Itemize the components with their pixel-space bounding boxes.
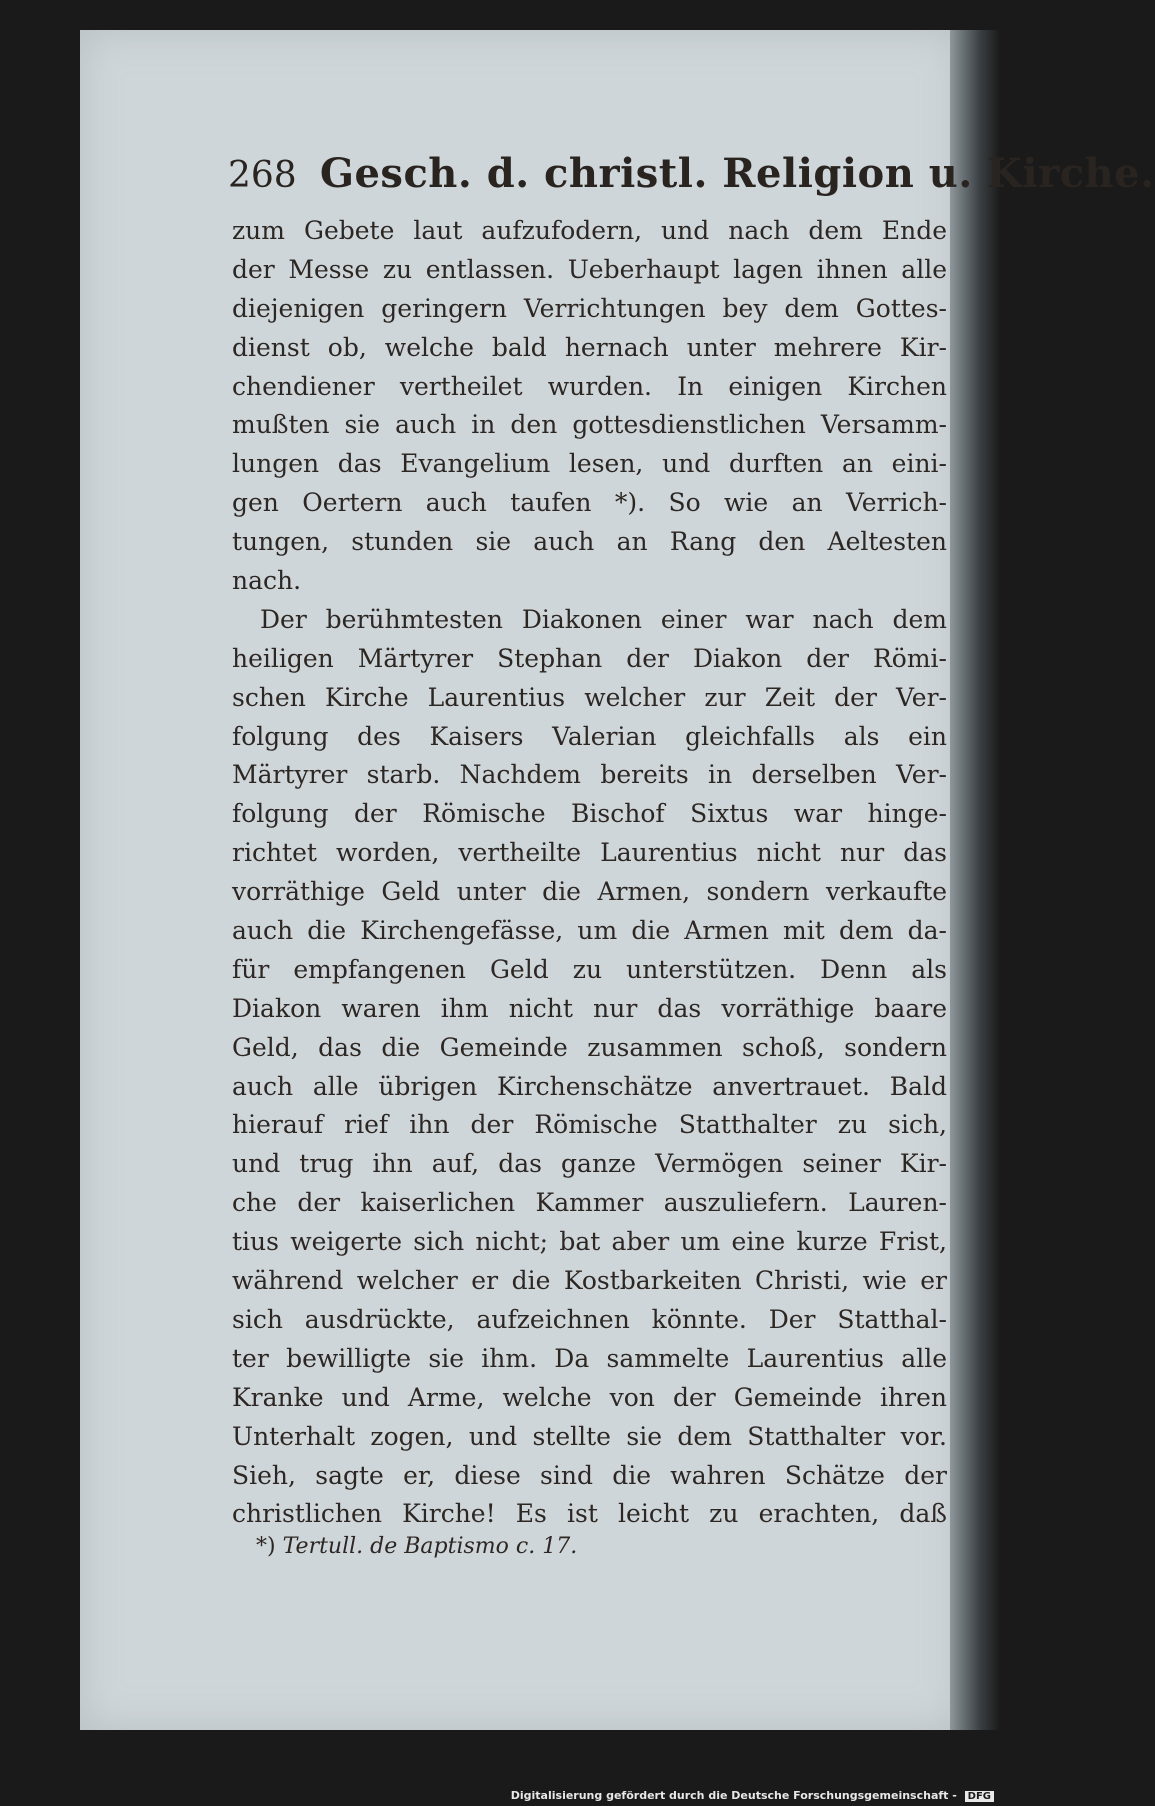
footnote-marker: *): [256, 1534, 276, 1559]
text-line: folgung des Kaisers Valerian gleichfalls als ein: [232, 721, 947, 751]
text-line: Der berühmtesten Diakonen einer war nach dem: [260, 604, 947, 634]
text-line: Geld, das die Gemeinde zusammen schoß, sondern: [232, 1032, 947, 1062]
text-line: der Messe zu entlassen. Ueberhaupt lagen ihnen alle: [232, 254, 947, 284]
text-line: christlichen Kirche! Es ist leicht zu erachten, daß: [232, 1499, 947, 1529]
credit-text: Digitalisierung gefördert durch die Deutsche Forschungsgemeinschaft -: [510, 1789, 957, 1802]
text-line: während welcher er die Kostbarkeiten Christi, wie er: [232, 1266, 947, 1296]
text-line: Sieh, sagte er, diese sind die wahren Schätze der: [232, 1460, 947, 1490]
footnote-text: Tertull. de Baptismo c. 17.: [282, 1534, 578, 1559]
text-line: Kranke und Arme, welche von der Gemeinde ihren: [232, 1382, 947, 1412]
text-line: sich ausdrückte, aufzeichnen könnte. Der Statthal-: [232, 1304, 947, 1334]
text-line: auch alle übrigen Kirchenschätze anvertrauet. Bald: [232, 1071, 947, 1101]
text-line: mußten sie auch in den gottesdienstlichen Versamm-: [232, 410, 947, 440]
text-line: vorräthige Geld unter die Armen, sondern verkaufte: [232, 877, 947, 907]
body-text: [232, 212, 947, 1534]
text-line: tius weigerte sich nicht; bat aber um eine kurze Frist,: [232, 1227, 947, 1257]
text-line: tungen, stunden sie auch an Rang den Aeltesten: [232, 527, 947, 557]
text-line: Unterhalt zogen, und stellte sie dem Statthalter vor.: [232, 1421, 947, 1451]
text-line: hierauf rief ihn der Römische Statthalter zu sich,: [232, 1110, 947, 1140]
text-line: che der kaiserlichen Kammer auszuliefern. Lauren-: [232, 1188, 947, 1218]
dfg-logo: DFG: [965, 1791, 994, 1802]
text-line: für empfangenen Geld zu unterstützen. Denn als: [232, 954, 947, 984]
text-line: ter bewilligte sie ihm. Da sammelte Laurentius alle: [232, 1343, 947, 1373]
text-line: diejenigen geringern Verrichtungen bey dem Gottes-: [232, 293, 947, 323]
text-line: Diakon waren ihm nicht nur das vorräthige baare: [232, 993, 947, 1023]
text-line: auch die Kirchengefässe, um die Armen mit dem da-: [232, 916, 947, 946]
text-line: dienst ob, welche bald hernach unter mehrere Kir-: [232, 332, 947, 362]
text-line: schen Kirche Laurentius welcher zur Zeit der Ver-: [232, 682, 947, 712]
text-line: chendiener vertheilet wurden. In einigen Kirchen: [232, 371, 947, 401]
text-line: heiligen Märtyrer Stephan der Diakon der Römi-: [232, 643, 947, 673]
text-line: lungen das Evangelium lesen, und durften an eini-: [232, 449, 947, 479]
text-line: gen Oertern auch taufen *). So wie an Verrich-: [232, 488, 947, 518]
footnote: [256, 1534, 577, 1559]
page-edge-shadow: [950, 30, 1000, 1730]
text-line: zum Gebete laut aufzufodern, und nach dem Ende: [232, 216, 947, 245]
page-header: [228, 150, 1155, 197]
running-title: Gesch. d. christl. Religion u. Kirche.: [319, 150, 1155, 197]
digitization-credit: [511, 1789, 994, 1802]
text-line: folgung der Römische Bischof Sixtus war hinge-: [232, 799, 947, 829]
text-line: nach.: [232, 566, 302, 596]
text-line: Märtyrer starb. Nachdem bereits in derselben Ver-: [232, 760, 947, 790]
text-line: richtet worden, vertheilte Laurentius nicht nur das: [232, 838, 947, 868]
text-line: und trug ihn auf, das ganze Vermögen seiner Kir-: [232, 1149, 947, 1179]
page-number: 268: [228, 155, 297, 196]
